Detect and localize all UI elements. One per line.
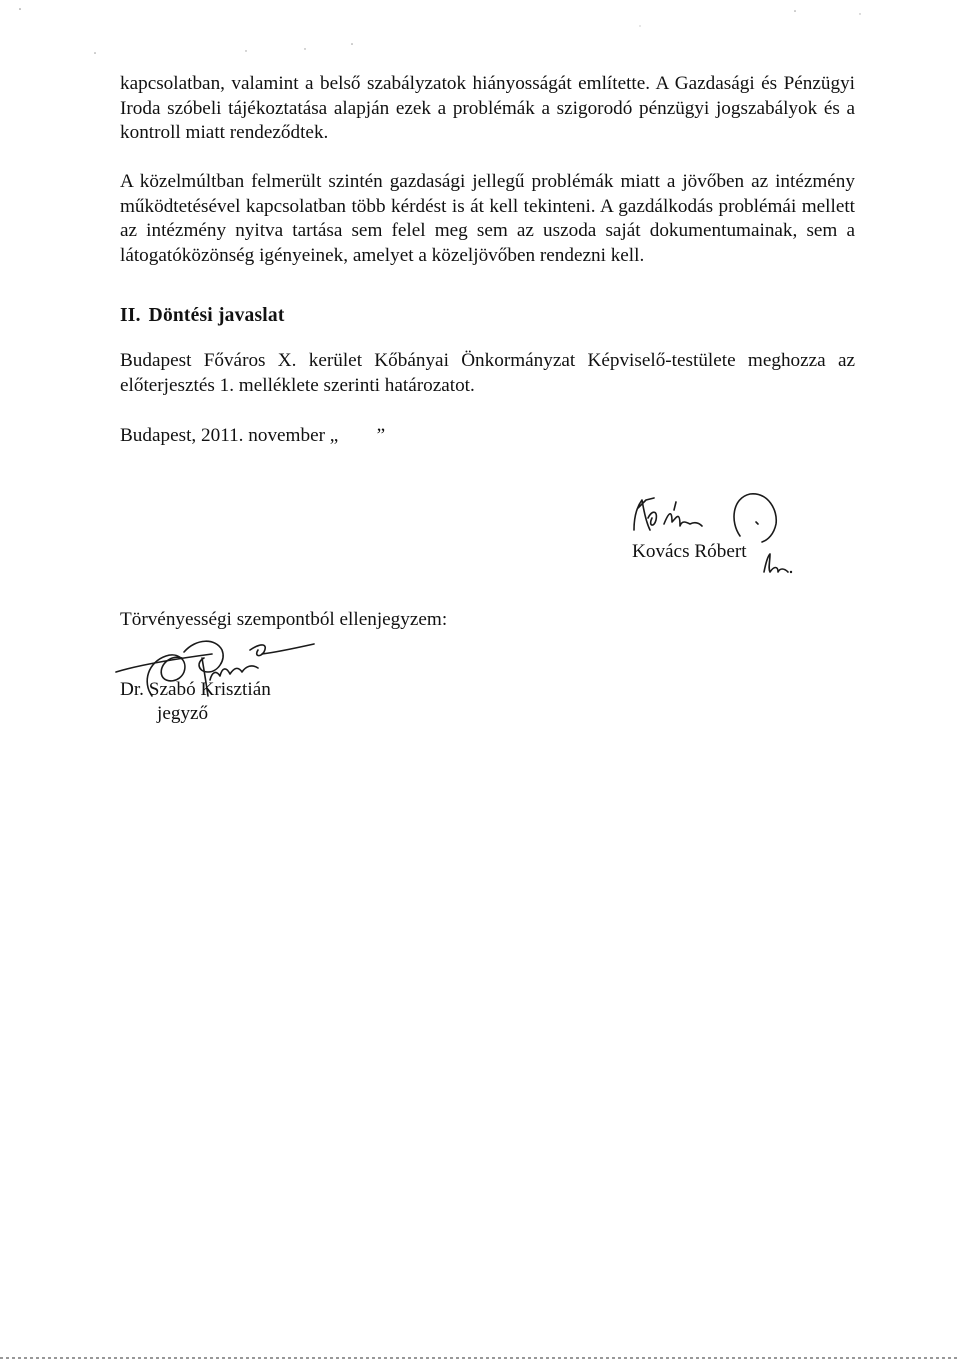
- paragraph-2: A közelmúltban felmerült szintén gazdasági jellegű problémák miatt a jövőben az intézmény működtetésével kapcsolatban több kérdést is át kell tekinteni. A gazdálkodás problémái mellett az intézmény nyitva tartása sem felel meg sem az uszoda saját dokumentumainak, sem a látogatóközönség igényeinek, amelyet a közeljövőben rendezni kell.: [120, 171, 855, 266]
- section-number: II.: [120, 305, 141, 326]
- section-title: Döntési javaslat: [148, 305, 285, 326]
- signatory-name: Kovács Róbert: [632, 541, 747, 562]
- scan-bottom-edge: [0, 1357, 960, 1359]
- legal-review-label: Törvényességi szempontból ellenjegyzem:: [120, 609, 448, 630]
- decision-paragraph: Budapest Főváros X. kerület Kőbányai Önkormányzat Képviselő-testülete meghozza az előterjesztés 1. melléklete szerinti határozatot.: [120, 350, 855, 396]
- notary-title: jegyző: [157, 703, 209, 724]
- paragraph-1: kapcsolatban, valamint a belső szabályzatok hiányosságát említette. A Gazdasági és Pénzügyi Iroda szóbeli tájékoztatása alapján ezek a problémák a szigorodó pénzügyi jogszabályok és a kontroll miatt rendeződtek.: [120, 73, 855, 143]
- scan-specks: [0, 0, 960, 60]
- signatory-initial-mark: [760, 552, 796, 578]
- notary-name: Dr. Szabó Krisztián: [120, 679, 271, 700]
- mayor-signature: [628, 488, 798, 544]
- dateline: Budapest, 2011. november „ ”: [120, 425, 386, 446]
- section-heading: [120, 305, 285, 327]
